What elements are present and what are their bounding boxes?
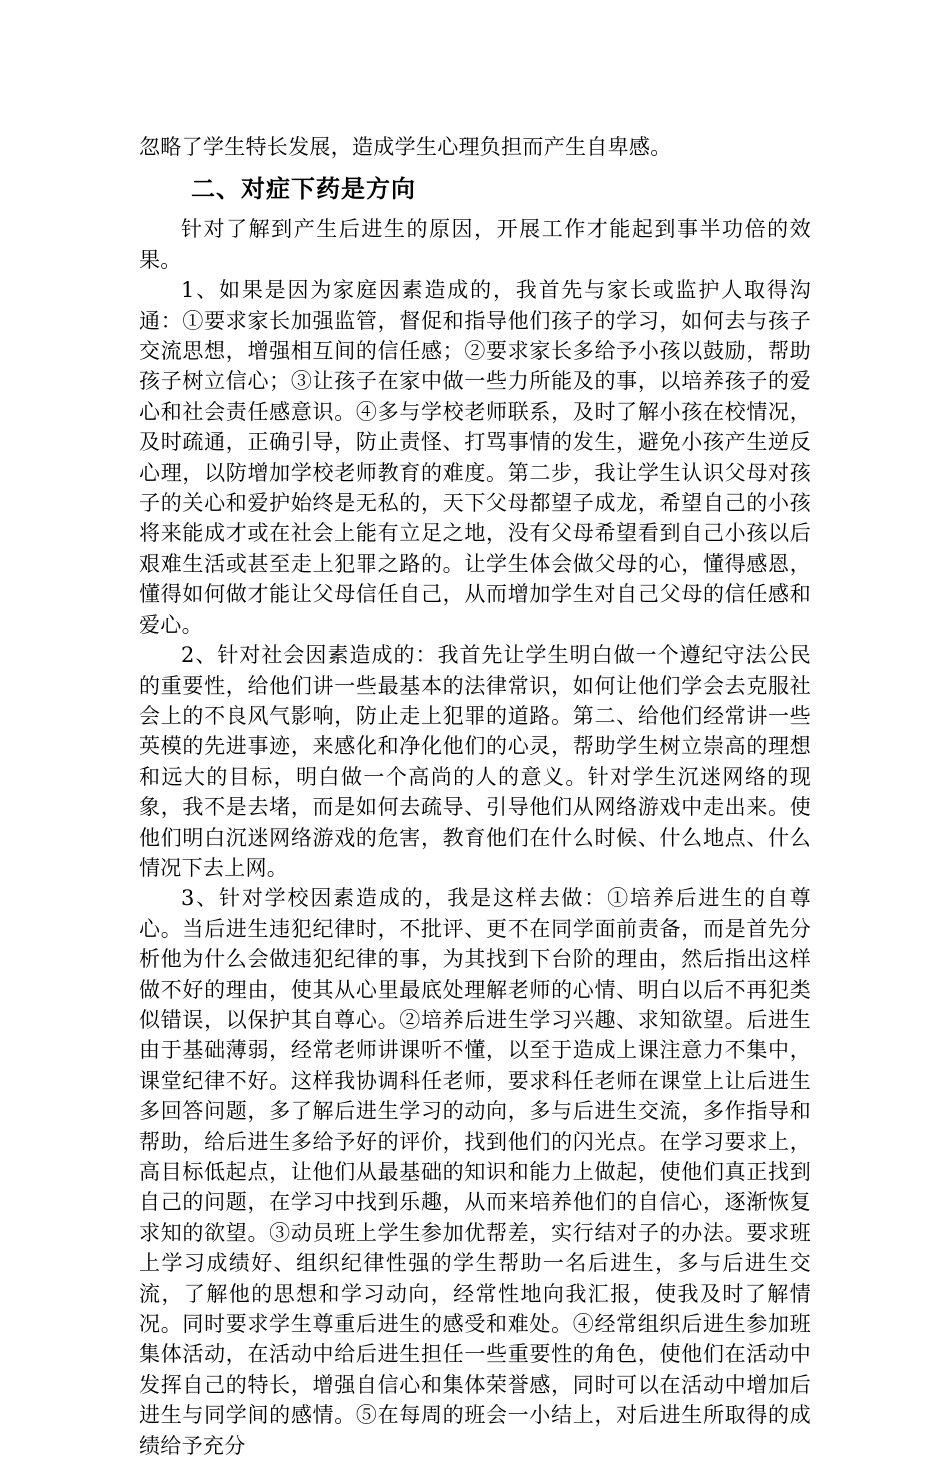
paragraph-family-factors: 1、如果是因为家庭因素造成的，我首先与家长或监护人取得沟通：①要求家长加强监管，督促和指导他们孩子的学习，如何去与孩子交流思想，增强相互间的信任感；②要求家长多给予小孩以鼓励，帮助孩子树立信心；③让孩子在家中做一些力所能及的事，以培养孩子的爱心和社会责任感意识。④多与学校老师联系，及时了解小孩在校情况，及时疏通，正确引导，防止责怪、打骂事情的发生，避免小孩产生逆反心理，以防增加学校老师教育的难度。第二步，我让学生认识父母对孩子的关心和爱护始终是无私的，天下父母都望子成龙，希望自己的小孩将来能成才或在社会上能有立足之地，没有父母希望看到自己小孩以后艰难生活或甚至走上犯罪之路的。让学生体会做父母的心，懂得感恩，懂得如何做才能让父母信任自己，从而增加学生对自己父母的信任感和爱心。 (139, 278, 811, 637)
document-body (139, 132, 811, 1461)
section-heading: 二、对症下药是方向 (191, 175, 416, 204)
paragraph-social-factors: 2、针对社会因素造成的：我首先让学生明白做一个遵纪守法公民的重要性，给他们讲一些最基本的法律常识，如何让他们学会去克服社会上的不良风气影响，防止走上犯罪的道路。第二、给他们经常讲一些英模的先进事迹，来感化和净化他们的心灵，帮助学生树立崇高的理想和远大的目标，明白做一个高尚的人的意义。针对学生沉迷网络的现象，我不是去堵，而是如何去疏导、引导他们从网络游戏中走出来。使他们明白沉迷网络游戏的危害，教育他们在什么时候、什么地点、什么情况下去上网。 (139, 643, 811, 880)
paragraph-intro: 针对了解到产生后进生的原因，开展工作才能起到事半功倍的效果。 (139, 217, 811, 272)
paragraph-school-factors: 3、针对学校因素造成的，我是这样去做：①培养后进生的自尊心。当后进生违犯纪律时，不批评、更不在同学面前责备，而是首先分析他为什么会做违犯纪律的事，为其找到下台阶的理由，然后指出这样做不好的理由，使其从心里最底处理解老师的心情、明白以后不再犯类似错误，以保护其自尊心。②培养后进生学习兴趣、求知欲望。后进生由于基础薄弱，经常老师讲课听不懂，以至于造成上课注意力不集中，课堂纪律不好。这样我协调科任老师，要求科任老师在课堂上让后进生多回答问题，多了解后进生学习的动向，多与后进生交流，多作指导和帮助，给后进生多给予好的评价，找到他们的闪光点。在学习要求上，高目标低起点，让他们从最基础的知识和能力上做起，使他们真正找到自己的问题，在学习中找到乐趣，从而来培养他们的自信心，逐渐恢复求知的欲望。③动员班上学生参加优帮差，实行结对子的办法。要求班上学习成绩好、组织纪律性强的学生帮助一名后进生，多与后进生交流，了解他的思想和学习动向，经常性地向我汇报，使我及时了解情况。同时要求学生尊重后进生的感受和难处。④经常组织后进生参加班集体活动，在活动中给后进生担任一些重要性的角色，使他们在活动中发挥自己的特长，增强自信心和集体荣誉感，同时可以在活动中增加后进生与同学间的感情。⑤在每周的班会一小结上，对后进生所取得的成绩给予充分 (139, 886, 811, 1458)
intro-tail-paragraph: 忽略了学生特长发展，造成学生心理负担而产生自卑感。 (139, 135, 672, 159)
